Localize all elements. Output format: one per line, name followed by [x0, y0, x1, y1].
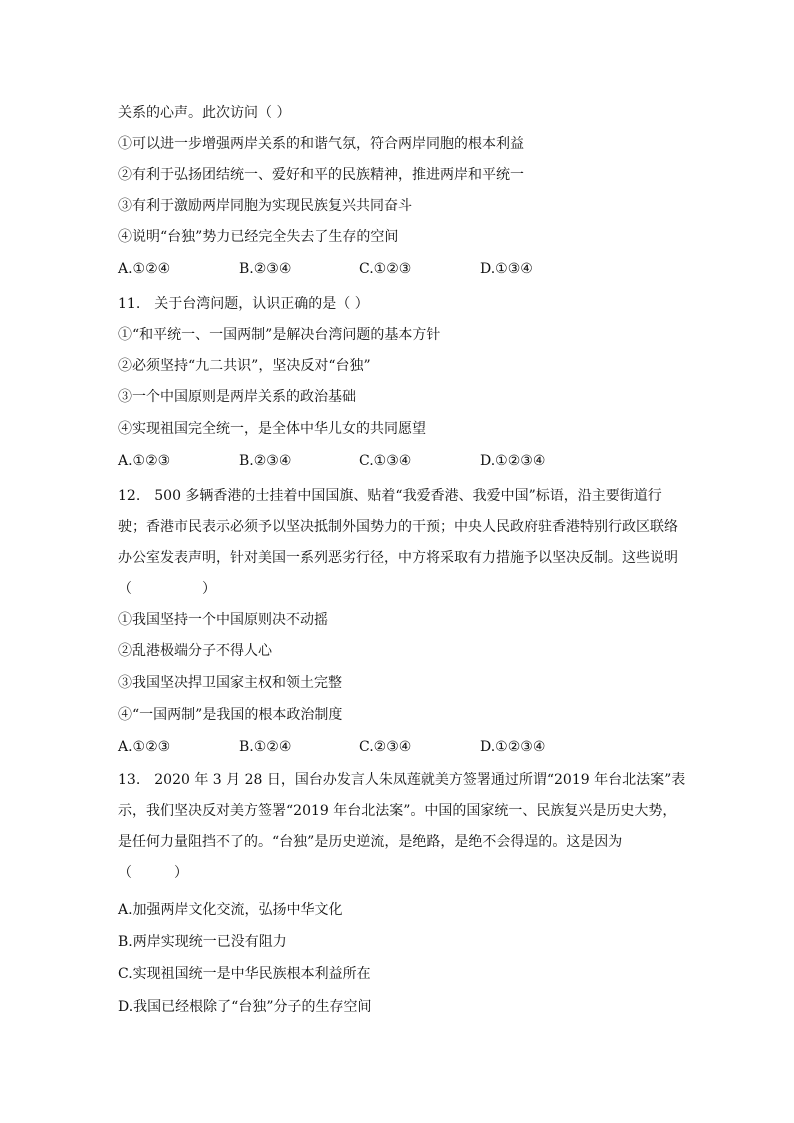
q13-choice-b: B.两岸实现统一已没有阻力 — [118, 934, 287, 950]
q10-item-3: ③有利于激励两岸同胞为实现民族复兴共同奋斗 — [118, 198, 412, 214]
q11-option-a: A.①②③ — [118, 453, 171, 469]
q10-item-4: ④说明“台独”势力已经完全失去了生存的空间 — [118, 229, 399, 245]
q11-item-1: ①“和平统一、一国两制”是解决台湾问题的基本方针 — [118, 327, 441, 343]
q12-item-3: ③我国坚决捍卫国家主权和领土完整 — [118, 675, 342, 691]
q11-option-c: C.①③④ — [359, 453, 412, 469]
q10-option-c: C.①②③ — [359, 261, 412, 277]
q12-item-2: ②乱港极端分子不得人心 — [118, 643, 272, 659]
q13-choice-c: C.实现祖国统一是中华民族根本利益所在 — [118, 966, 371, 982]
q11-item-3: ③一个中国原则是两岸关系的政治基础 — [118, 389, 356, 405]
q10-option-d: D.①③④ — [480, 261, 533, 277]
q10-stem-tail: 关系的心声。此次访问（ ） — [118, 105, 291, 121]
q11-option-d: D.①②③④ — [480, 453, 546, 469]
q13-stem-line-2: 示，我们坚决反对美方签署“2019 年台北法案”。中国的国家统一、民族复兴是历史大势， — [118, 803, 677, 819]
q12-stem-line-4: （ ） — [118, 581, 216, 597]
q13-stem-line-3: 是任何力量阻挡不了的。“台独”是历史逆流，是绝路，是绝不会得逞的。这是因为 — [118, 834, 623, 850]
q12-stem-line-2: 驶；香港市民表示必须予以坚决抵制外国势力的干预；中央人民政府驻香港特别行政区联络 — [118, 519, 678, 535]
q12-option-a: A.①②③ — [118, 739, 171, 755]
q11-item-4: ④实现祖国完全统一，是全体中华儿女的共同愿望 — [118, 421, 426, 437]
q10-item-1: ①可以进一步增强两岸关系的和谐气氛，符合两岸同胞的根本利益 — [118, 136, 524, 152]
q11-stem: 11. 关于台湾问题，认识正确的是（ ） — [118, 296, 369, 312]
q12-option-d: D.①②③④ — [480, 739, 546, 755]
q13-choice-d: D.我国已经根除了“台独”分子的生存空间 — [118, 999, 372, 1015]
q12-option-b: B.①②④ — [239, 739, 292, 755]
q12-stem-line-1: 12. 500 多辆香港的士挂着中国国旗、贴着“我爱香港、我爱中国”标语，沿主要街道行 — [118, 488, 662, 504]
q10-option-a: A.①②④ — [118, 261, 171, 277]
q13-choice-a: A.加强两岸文化交流，弘扬中华文化 — [118, 902, 343, 918]
q12-item-4: ④“一国两制”是我国的根本政治制度 — [118, 707, 343, 723]
q13-stem-line-1: 13. 2020 年 3 月 28 日，国台办发言人朱凤莲就美方签署通过所谓“2019 年台北法案”表 — [118, 772, 686, 788]
q10-option-b: B.②③④ — [239, 261, 292, 277]
q12-item-1: ①我国坚持一个中国原则决不动摇 — [118, 612, 328, 628]
q11-option-b: B.②③④ — [239, 453, 292, 469]
q12-stem-line-3: 办公室发表声明，针对美国一系列恶劣行径，中方将采取有力措施予以坚决反制。这些说明 — [118, 550, 678, 566]
q13-stem-line-4: （ ） — [118, 865, 188, 881]
q10-item-2: ②有利于弘扬团结统一、爱好和平的民族精神，推进两岸和平统一 — [118, 167, 524, 183]
q12-option-c: C.②③④ — [359, 739, 412, 755]
q11-item-2: ②必须坚持“九二共识”，坚决反对“台独” — [118, 358, 371, 374]
